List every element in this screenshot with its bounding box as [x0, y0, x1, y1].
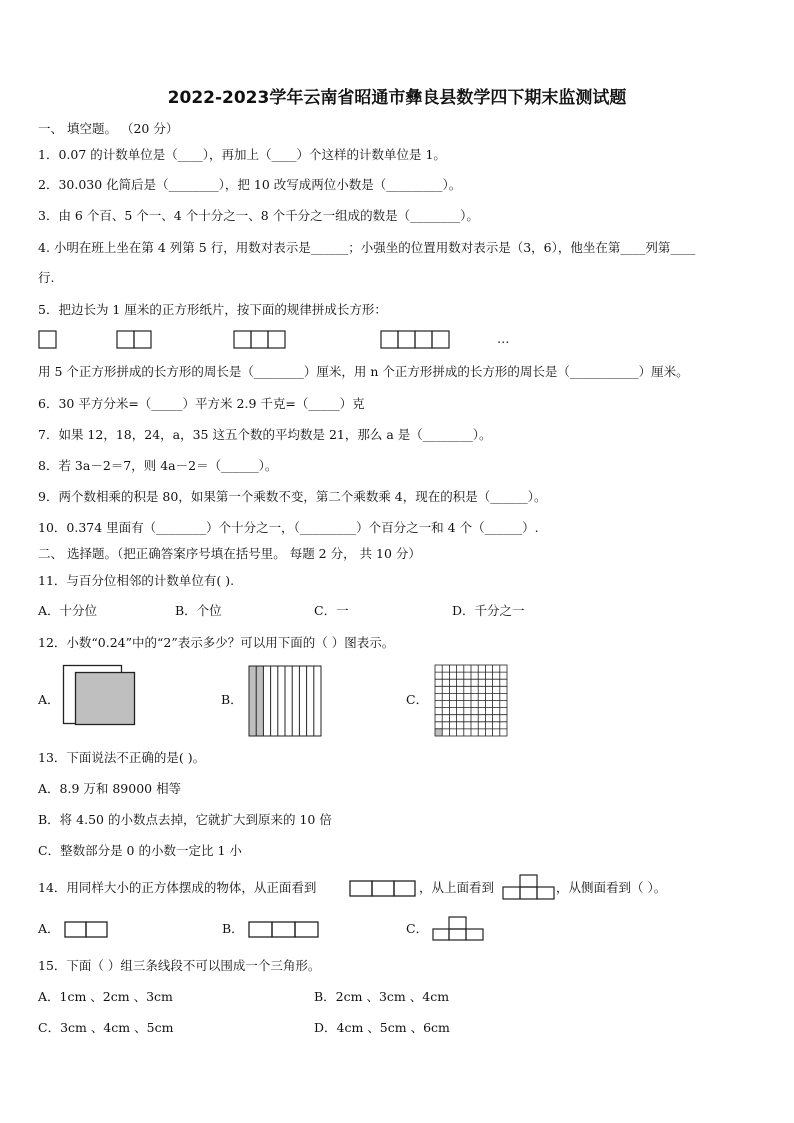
q12-option-a[interactable]: A．	[38, 692, 60, 707]
pattern-1-square	[39, 331, 56, 348]
q14-option-a[interactable]: A．	[38, 921, 60, 936]
question-12-stem: 12．小数“0.24”中的“2”表示多少？可以用下面的（ ）图表示。	[38, 635, 395, 650]
pattern-3-squares	[234, 331, 285, 348]
q13-option-b[interactable]: B．将 4.50 的小数点去掉，它就扩大到原来的 10 倍	[38, 812, 332, 827]
question-5-line-1: 5．把边长为 1 厘米的正方形纸片，按下面的规律拼成长方形：	[38, 302, 387, 317]
section-1-heading: 一、 填空题。 （20 分）	[38, 121, 179, 136]
q11-option-b[interactable]: B．个位	[175, 603, 222, 618]
question-4-line-2: 行.	[38, 270, 55, 285]
question-11-stem: 11．与百分位相邻的计数单位有( ).	[38, 573, 235, 588]
page-title: 2022-2023学年云南省昭通市彝良县数学四下期末监测试题	[167, 88, 627, 108]
q15-option-c[interactable]: C．3cm 、4cm 、5cm	[38, 1020, 174, 1035]
q11-option-a[interactable]: A．十分位	[38, 603, 98, 618]
q12-figure-c-hundredths-grid	[434, 664, 510, 738]
question-13-stem: 13．下面说法不正确的是( )。	[38, 750, 206, 765]
q11-option-d[interactable]: D．千分之一	[452, 603, 525, 618]
q15-option-d[interactable]: D．4cm 、5cm 、6cm	[314, 1020, 450, 1035]
pattern-ellipsis: …	[497, 331, 510, 346]
q12-option-b[interactable]: B．	[221, 692, 243, 707]
question-14-stem-part-2: ，从上面看到	[419, 880, 495, 895]
question-15-stem: 15．下面（ ）组三条线段不可以围成一个三角形。	[38, 958, 321, 973]
q13-option-c[interactable]: C．整数部分是 0 的小数一定比 1 小	[38, 843, 242, 858]
question-14-stem-part-1: 14．用同样大小的正方体摆成的物体，从正面看到	[38, 880, 317, 895]
q14-front-view-figure	[349, 879, 417, 899]
q14-option-c[interactable]: C．	[406, 921, 429, 936]
q12-option-c[interactable]: C．	[406, 692, 429, 707]
q12-figure-a-two-squares	[62, 664, 138, 726]
q14-option-b[interactable]: B．	[222, 921, 244, 936]
q14-top-view-figure	[502, 874, 558, 900]
question-8: 8．若 3a－2＝7，则 4a－2＝（______）。	[38, 458, 278, 473]
question-14-stem-part-3: ，从侧面看到（ ）。	[556, 880, 667, 895]
question-3: 3．由 6 个百、5 个一、4 个十分之一、8 个千分之一组成的数是（________）。	[38, 208, 479, 223]
q15-option-b[interactable]: B．2cm 、3cm 、4cm	[314, 989, 450, 1004]
pattern-2-squares	[117, 331, 151, 348]
question-5-line-2: 用 5 个正方形拼成的长方形的周长是（________）厘米，用 n 个正方形拼成的长方形的周长是（___________）厘米。	[38, 364, 689, 379]
question-4-line-1: 4. 小明在班上坐在第 4 列第 5 行，用数对表示是______；小强坐的位置用数对表示是（3，6），他坐在第____列第____	[38, 240, 696, 255]
pattern-4-squares	[381, 331, 449, 348]
q14-option-b-figure	[248, 920, 320, 940]
q13-option-a[interactable]: A．8.9 万和 89000 相等	[38, 781, 182, 796]
q12-figure-b-tenths-strips	[248, 665, 324, 737]
question-7: 7．如果 12，18，24，a，35 这五个数的平均数是 21，那么 a 是（________）。	[38, 427, 492, 442]
question-10: 10．0.374 里面有（________）个十分之一，（_________）个百分之一和 4 个（______）.	[38, 520, 539, 535]
q14-option-c-figure	[432, 916, 486, 942]
q14-option-a-figure	[64, 920, 112, 940]
section-2-heading: 二、 选择题。（把正确答案序号填在括号里。 每题 2 分， 共 10 分）	[38, 546, 421, 561]
q11-option-c[interactable]: C．一	[314, 603, 349, 618]
question-1: 1．0.07 的计数单位是（____），再加上（____）个这样的计数单位是 1。	[38, 147, 446, 162]
question-9: 9．两个数相乘的积是 80，如果第一个乘数不变，第二个乘数乘 4，现在的积是（______）。	[38, 489, 547, 504]
q15-option-a[interactable]: A．1cm 、2cm 、3cm	[38, 989, 173, 1004]
square-pattern-figure	[38, 330, 498, 352]
question-2: 2．30.030 化简后是（________），把 10 改写成两位小数是（_________）。	[38, 177, 462, 192]
question-6: 6．30 平方分米=（_____）平方米 2.9 千克=（_____）克	[38, 396, 365, 411]
